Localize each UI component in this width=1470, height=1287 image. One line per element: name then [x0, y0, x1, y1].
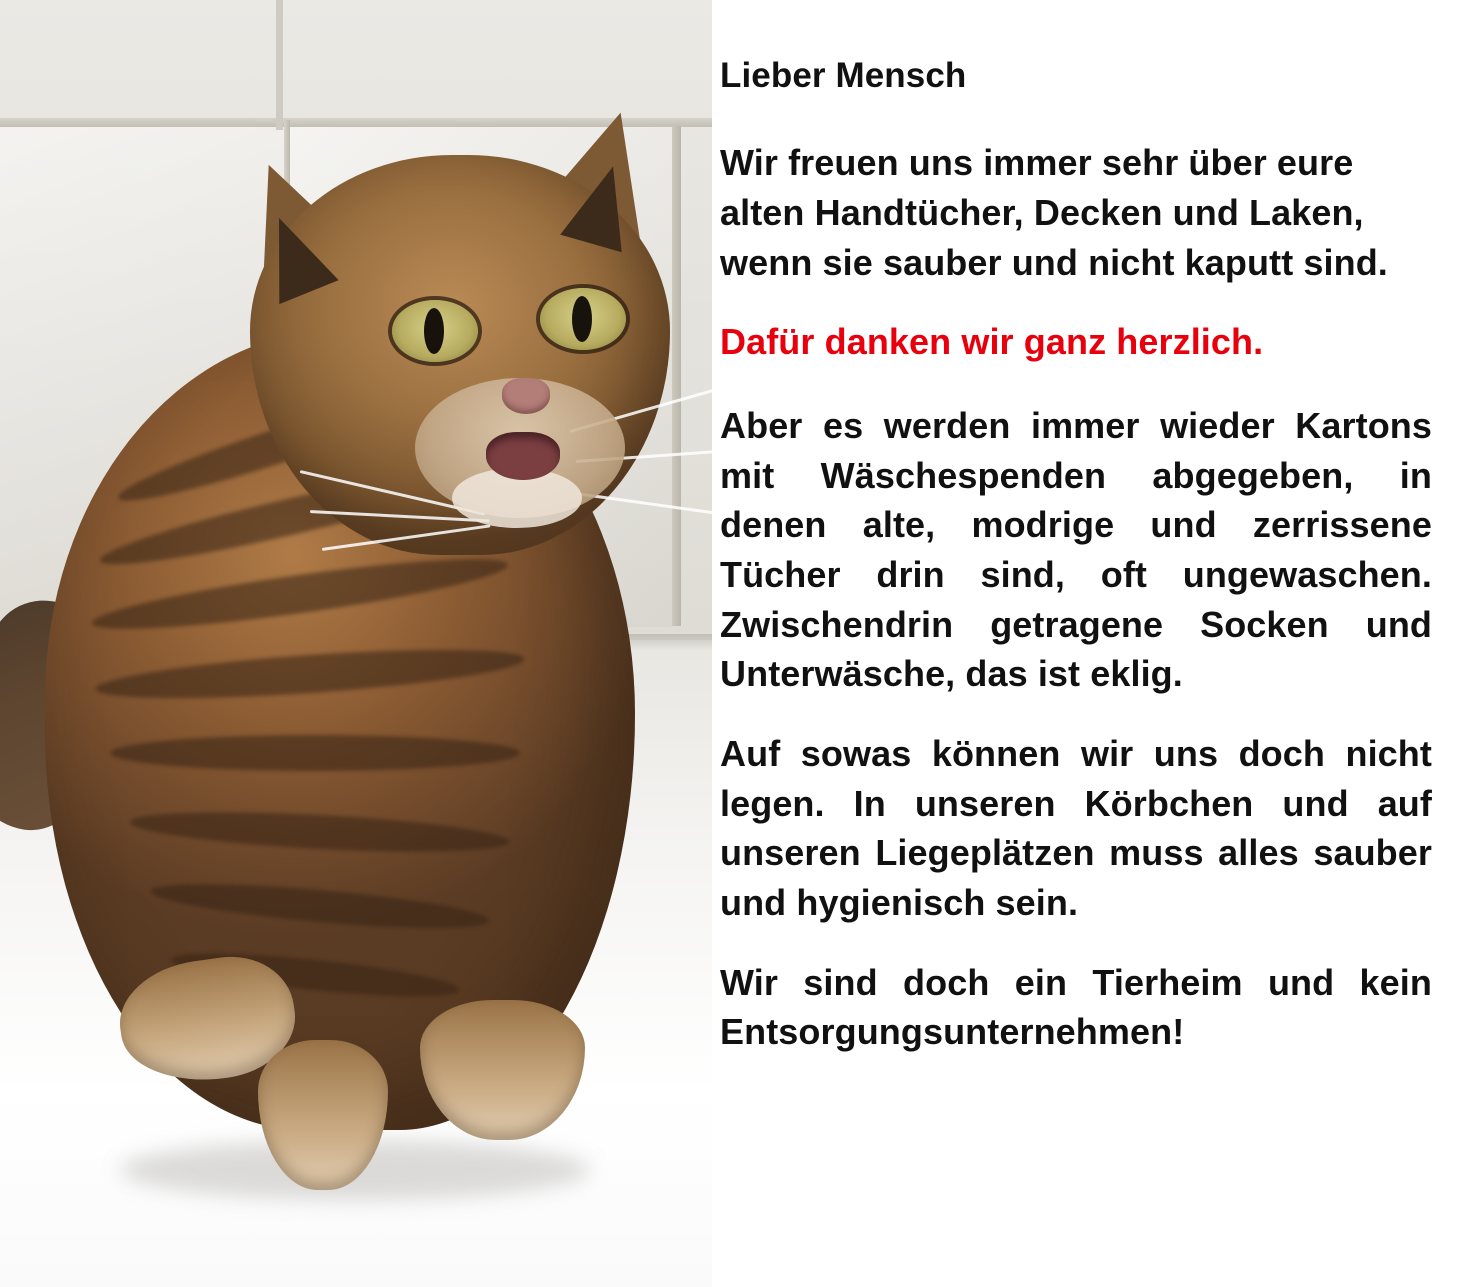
cat-mouth [486, 432, 560, 480]
cat-pupil-right [572, 296, 592, 342]
cat-stripe [110, 735, 520, 771]
paragraph-hygiene: Auf sowas können wir uns doch nicht legen. In unseren Körbchen und auf unseren Liegeplätzen muss alles sauber und hygienisch sein. [720, 733, 1432, 924]
cat-photo [0, 0, 720, 1287]
paragraph-closing: Wir sind doch ein Tierheim und kein Entsorgungsunternehmen! [720, 961, 1432, 1053]
paragraph-complaint: Aber es werden immer wieder Kartons mit Wäschespenden abgegeben, in denen alte, modrige und zerrissene Tücher drin sind, oft ungewaschen. Zwischendrin getragene Socken und Unterwäsche, das ist eklig. [720, 404, 1432, 695]
paragraph-thanks-intro: Wir freuen uns immer sehr über eure alten Handtücher, Decken und Laken, wenn sie sauber und nicht kaputt sind. [720, 142, 1388, 283]
cat-nose [502, 378, 550, 414]
paragraph-thanks-highlight: Dafür danken wir ganz herzlich. [720, 321, 1264, 363]
cat [0, 0, 720, 1287]
cat-pupil-left [424, 308, 444, 354]
message-panel [712, 0, 1470, 1287]
salutation: Lieber Mensch [720, 56, 967, 95]
